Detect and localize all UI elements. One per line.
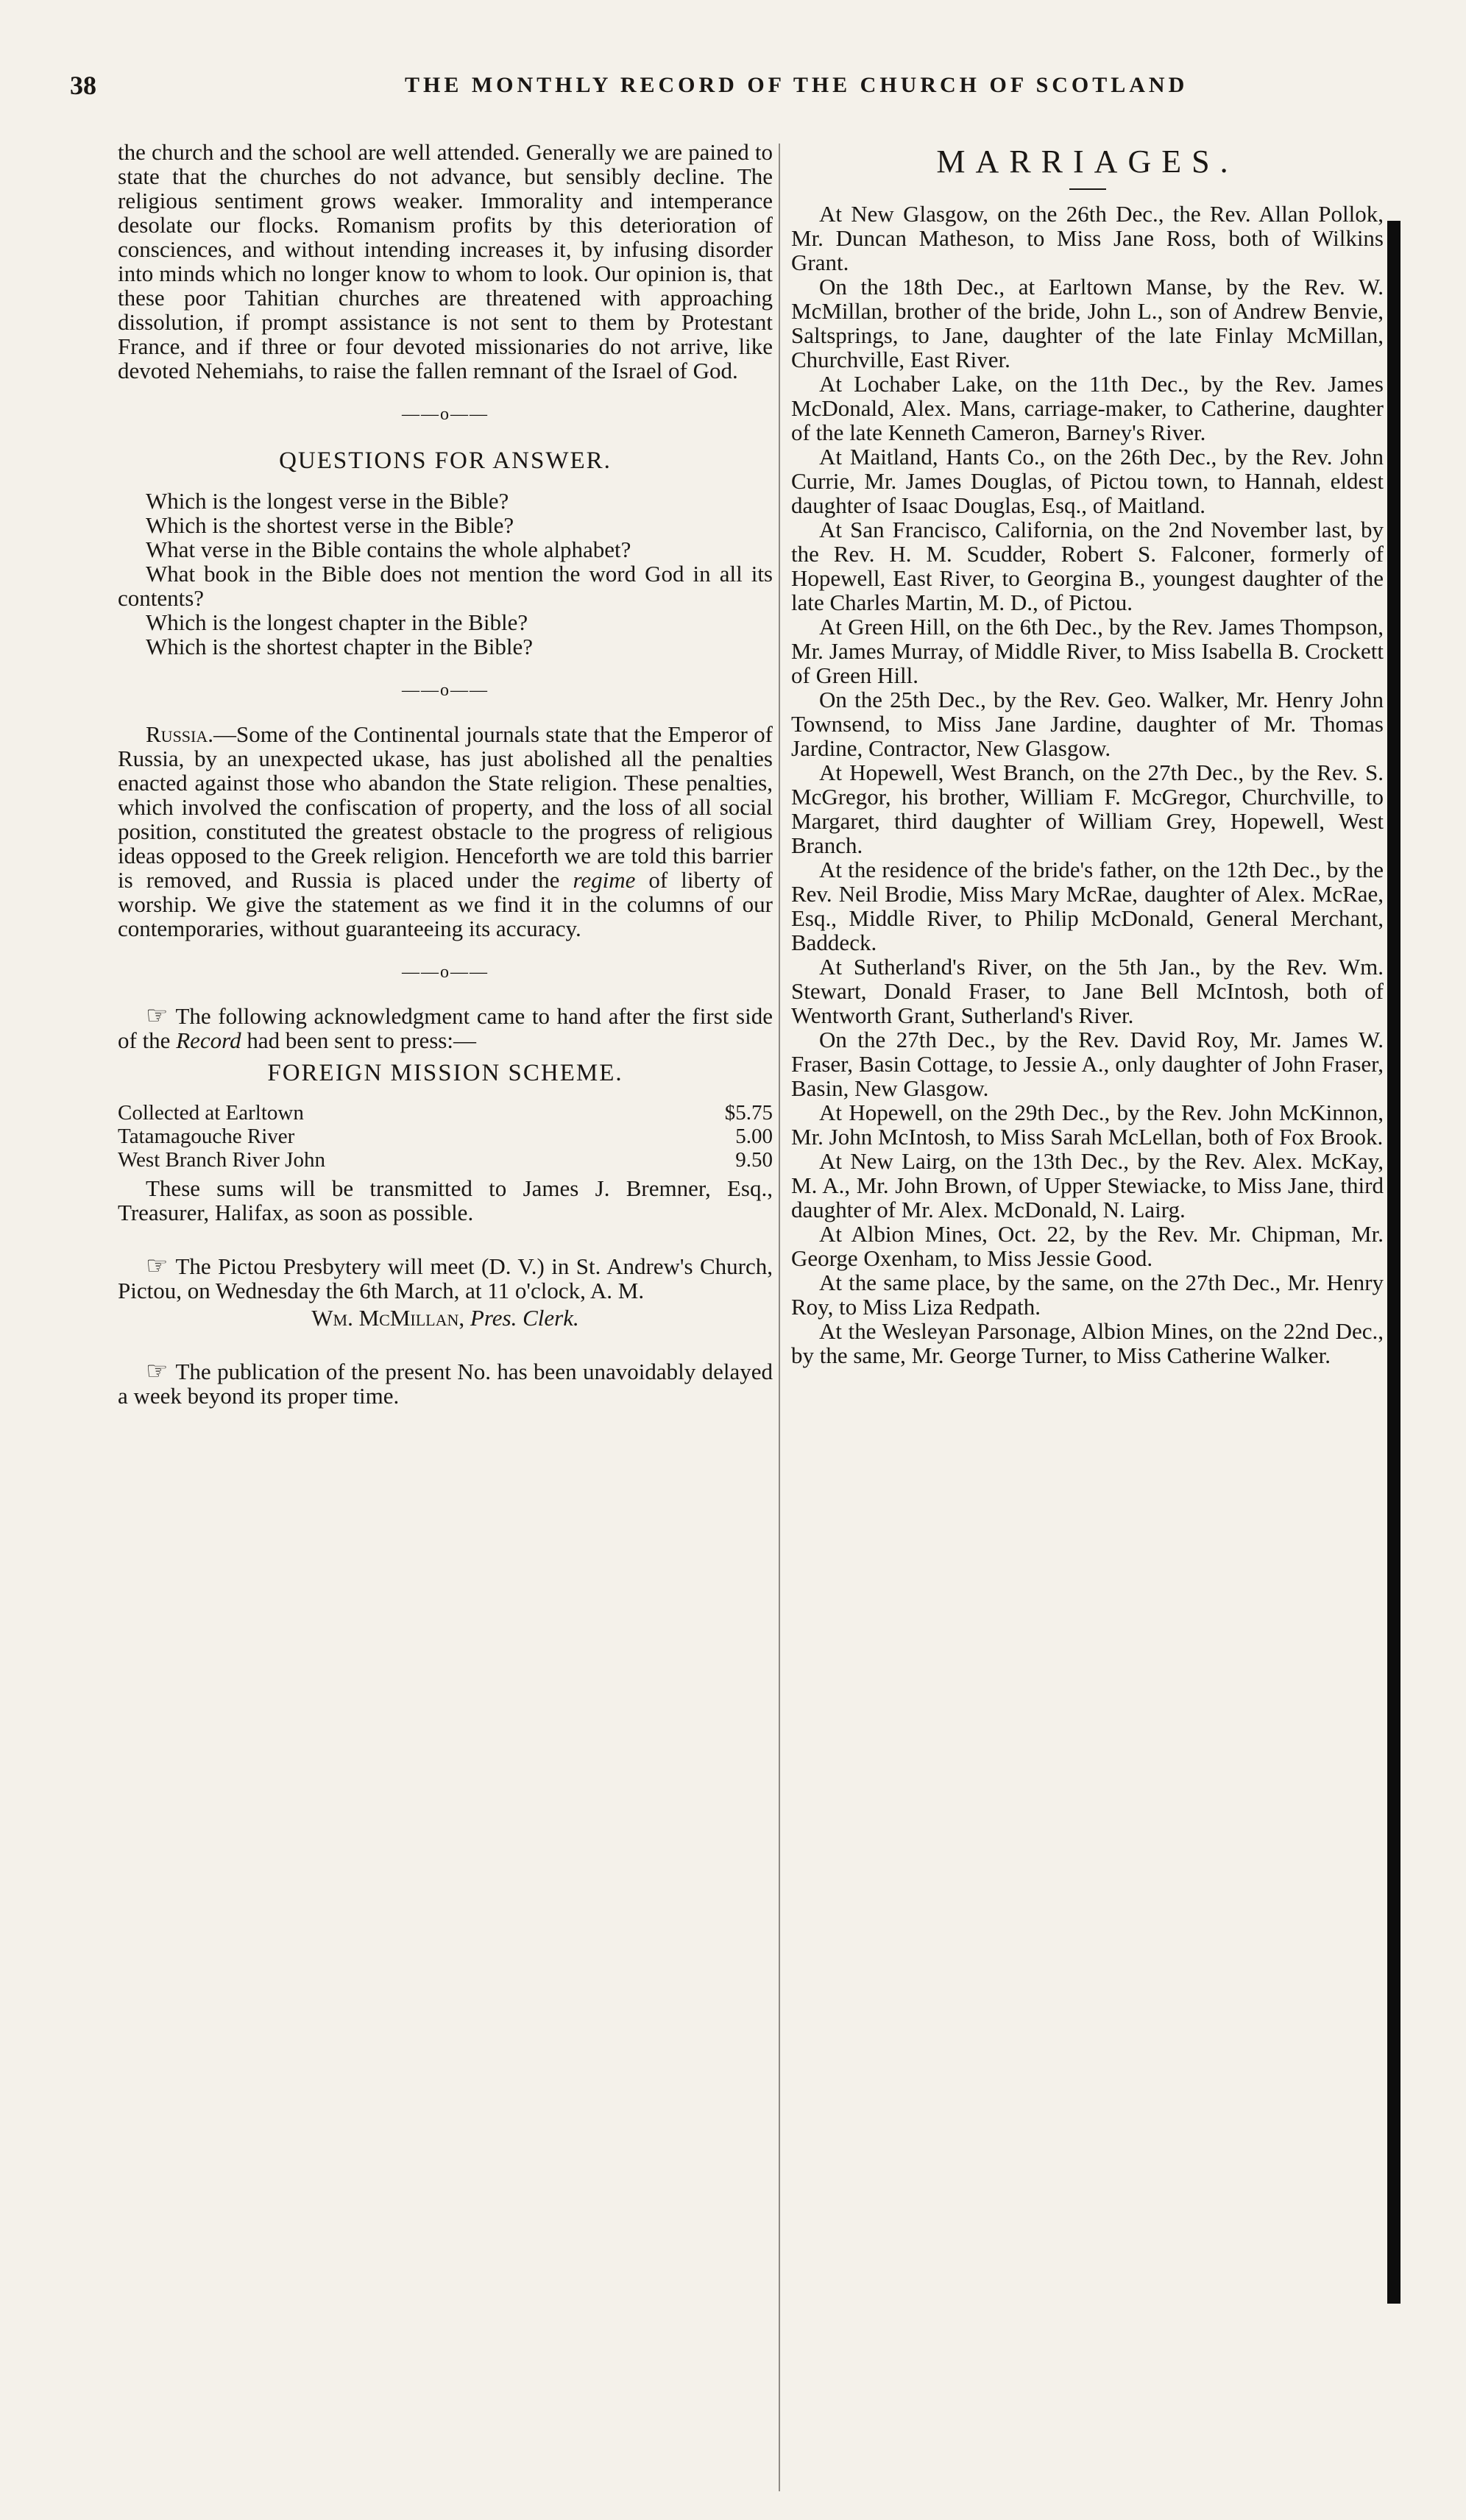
marriage-entry: At the same place, by the same, on the 27th Dec., Mr. Henry Roy, to Miss Liza Redpath. (791, 1270, 1384, 1320)
tahiti-paragraph: the church and the school are well attended. Generally we are pained to state that the churches do not advance, but sensibly decline. The religious sentiment grows weaker. Immorality and intemperance desolate our flocks. Romanism profits by this deterioration of consciences, and without intending increases it, by infusing disorder into minds which no longer know to whom to look. Our opinion is, that these poor Tahitian churches are threatened with approaching dissolution, if prompt assistance is not sent to them by Protestant France, and if three or four devoted missionaries do not arrive, like devoted Nehemiahs, to raise the fallen remnant of the Israel of God. (118, 140, 773, 383)
acknowledgment-paragraph (118, 1004, 773, 1052)
russia-lead: Russia. (146, 721, 213, 747)
foreign-mission-title: FOREIGN MISSION SCHEME. (267, 1060, 623, 1086)
column-divider (779, 144, 780, 2491)
list-item (118, 1148, 773, 1172)
marriage-entry: At San Francisco, California, on the 2nd November last, by the Rev. H. M. Scudder, Robert S. Falconer, formerly of Hopewell, East River, to Georgina B., youngest daughter of the late Charles Martin, M. D., of Pictou. (791, 517, 1384, 615)
contribution-label: Collected at Earltown (118, 1101, 304, 1125)
marriage-entry: At Albion Mines, Oct. 22, by the Rev. Mr. Chipman, Mr. George Oxenham, to Miss Jessie Good. (791, 1221, 1384, 1271)
title-rule (1069, 188, 1106, 190)
question-item: Which is the shortest verse in the Bible? (146, 512, 514, 538)
list-item (118, 1125, 773, 1148)
marriage-entry: At Sutherland's River, on the 5th Jan., by the Rev. Wm. Stewart, Donald Fraser, to Jane Bell McIntosh, both of Wentworth Grant, Sutherland's River. (791, 954, 1384, 1028)
question-item: What book in the Bible does not mention the word God in all its contents? (118, 561, 773, 611)
russia-text: —Some of the Continental journals state that the Emperor of Russia, by an unexpected ukase, has just abolished all the penalties enacted against those who abandon the State religion. These penalties, which involved the confiscation of property, and the loss of all social position, constituted the greatest obstacle to the progress of religious ideas opposed to the Greek religion. Henceforth we are told this barrier is removed, and Russia is placed under the (118, 721, 773, 893)
contribution-list (118, 1101, 773, 1172)
pointing-hand-icon: ☞ (146, 1253, 169, 1280)
marriage-entry: At the residence of the bride's father, on the 12th Dec., by the Rev. Neil Brodie, Miss Mary McRae, daughter of Alex. McRae, Esq., Middle River, to Philip McDonald, General Merchant, Baddeck. (791, 857, 1384, 955)
contribution-label: West Branch River John (118, 1148, 325, 1172)
sums-paragraph: These sums will be transmitted to James J. Bremner, Esq., Treasurer, Halifax, as soon as possible. (118, 1175, 773, 1225)
russia-tail: of liberty of worship. We give the statement as we find it in the columns of our contemporaries, without guaranteeing its accuracy. (118, 867, 773, 941)
question-item: What verse in the Bible contains the whole alphabet? (146, 537, 631, 562)
contribution-label: Tatamagouche River (118, 1125, 295, 1148)
marriages-title: MARRIAGES. (936, 144, 1239, 180)
question-item: Which is the longest chapter in the Bible? (146, 609, 528, 635)
scan-edge-bar (1387, 221, 1401, 2304)
ack-italic: Record (176, 1027, 241, 1053)
separator-ornament: ——o—— (402, 963, 489, 982)
marriage-entry: At Green Hill, on the 6th Dec., by the Rev. James Thompson, Mr. James Murray, of Middle River, to Miss Isabella B. Crockett of Green Hill. (791, 614, 1384, 688)
ack-text-1: The following acknowledgment came to hand after the first side of the (118, 1003, 773, 1053)
publication-text: The publication of the present No. has been unavoidably delayed a week beyond its proper time. (118, 1359, 773, 1409)
separator-ornament: ——o—— (402, 405, 489, 424)
question-item: Which is the shortest chapter in the Bible? (146, 634, 533, 659)
presbytery-paragraph (118, 1254, 773, 1303)
marriage-entry: On the 27th Dec., by the Rev. David Roy, Mr. James W. Fraser, Basin Cottage, to Jessie A., only daughter of John Fraser, Basin, New Glasgow. (791, 1027, 1384, 1101)
contribution-amount: 9.50 (735, 1148, 773, 1172)
marriage-entry: At Hopewell, West Branch, on the 27th Dec., by the Rev. S. McGregor, his brother, William F. McGregor, Churchville, to Margaret, third daughter of William Grey, Hopewell, West Branch. (791, 760, 1384, 858)
marriage-entry: At New Glasgow, on the 26th Dec., the Rev. Allan Pollok, Mr. Duncan Matheson, to Miss Jane Ross, both of Wilkins Grant. (791, 201, 1384, 275)
contribution-amount: $5.75 (724, 1101, 773, 1125)
marriage-entry: On the 25th Dec., by the Rev. Geo. Walker, Mr. Henry John Townsend, to Miss Jane Jardine, daughter of Mr. Thomas Jardine, Contractor, New Glasgow. (791, 687, 1384, 761)
running-head: THE MONTHLY RECORD OF THE CHURCH OF SCOTLAND (405, 73, 1189, 97)
separator-ornament: ——o—— (402, 681, 489, 700)
left-column (118, 140, 773, 2495)
questions-title: QUESTIONS FOR ANSWER. (279, 447, 612, 474)
list-item (118, 1101, 773, 1125)
publication-paragraph (118, 1359, 773, 1408)
presbytery-text: The Pictou Presbytery will meet (D. V.) in St. Andrew's Church, Pictou, on Wednesday the 6th March, at 11 o'clock, A. M. (118, 1253, 773, 1303)
page-number: 38 (70, 71, 96, 100)
signature-title: Pres. Clerk. (470, 1305, 579, 1331)
pointing-hand-icon: ☞ (146, 1358, 169, 1385)
page-header (70, 70, 1431, 114)
pointing-hand-icon: ☞ (146, 1002, 169, 1030)
russia-paragraph (118, 722, 773, 941)
marriage-entry: At Lochaber Lake, on the 11th Dec., by the Rev. James McDonald, Alex. Mans, carriage-maker, to Catherine, daughter of the late Kenneth Cameron, Barney's River. (791, 371, 1384, 445)
russia-italic: regime (573, 867, 636, 893)
marriage-entry: At Hopewell, on the 29th Dec., by the Rev. John McKinnon, Mr. John McIntosh, to Miss Sarah McLellan, both of Fox Brook. (791, 1100, 1384, 1150)
marriage-entry: At Maitland, Hants Co., on the 26th Dec., by the Rev. John Currie, Mr. James Douglas, of Pictou town, to Hannah, eldest daughter of Isaac Douglas, Esq., of Maitland. (791, 444, 1384, 518)
right-column (791, 140, 1384, 2495)
marriage-entry: On the 18th Dec., at Earltown Manse, by the Rev. W. McMillan, brother of the bride, John L., son of Andrew Benvie, Saltsprings, to Jane, daughter of the late Finlay McMillan, Churchville, East River. (791, 274, 1384, 372)
marriage-entry: At the Wesleyan Parsonage, Albion Mines, on the 22nd Dec., by the same, Mr. George Turner, to Miss Catherine Walker. (791, 1318, 1384, 1368)
contribution-amount: 5.00 (735, 1125, 773, 1148)
marriage-entry: At New Lairg, on the 13th Dec., by the Rev. Alex. McKay, M. A., Mr. John Brown, of Upper Stewiacke, to Miss Jane, third daughter of Mr. Alex. McDonald, N. Lairg. (791, 1148, 1384, 1222)
question-item: Which is the longest verse in the Bible? (146, 488, 509, 514)
signature-name: Wm. McMillan, (311, 1305, 465, 1331)
ack-text-2: had been sent to press:— (247, 1027, 476, 1053)
signature (118, 1306, 773, 1330)
